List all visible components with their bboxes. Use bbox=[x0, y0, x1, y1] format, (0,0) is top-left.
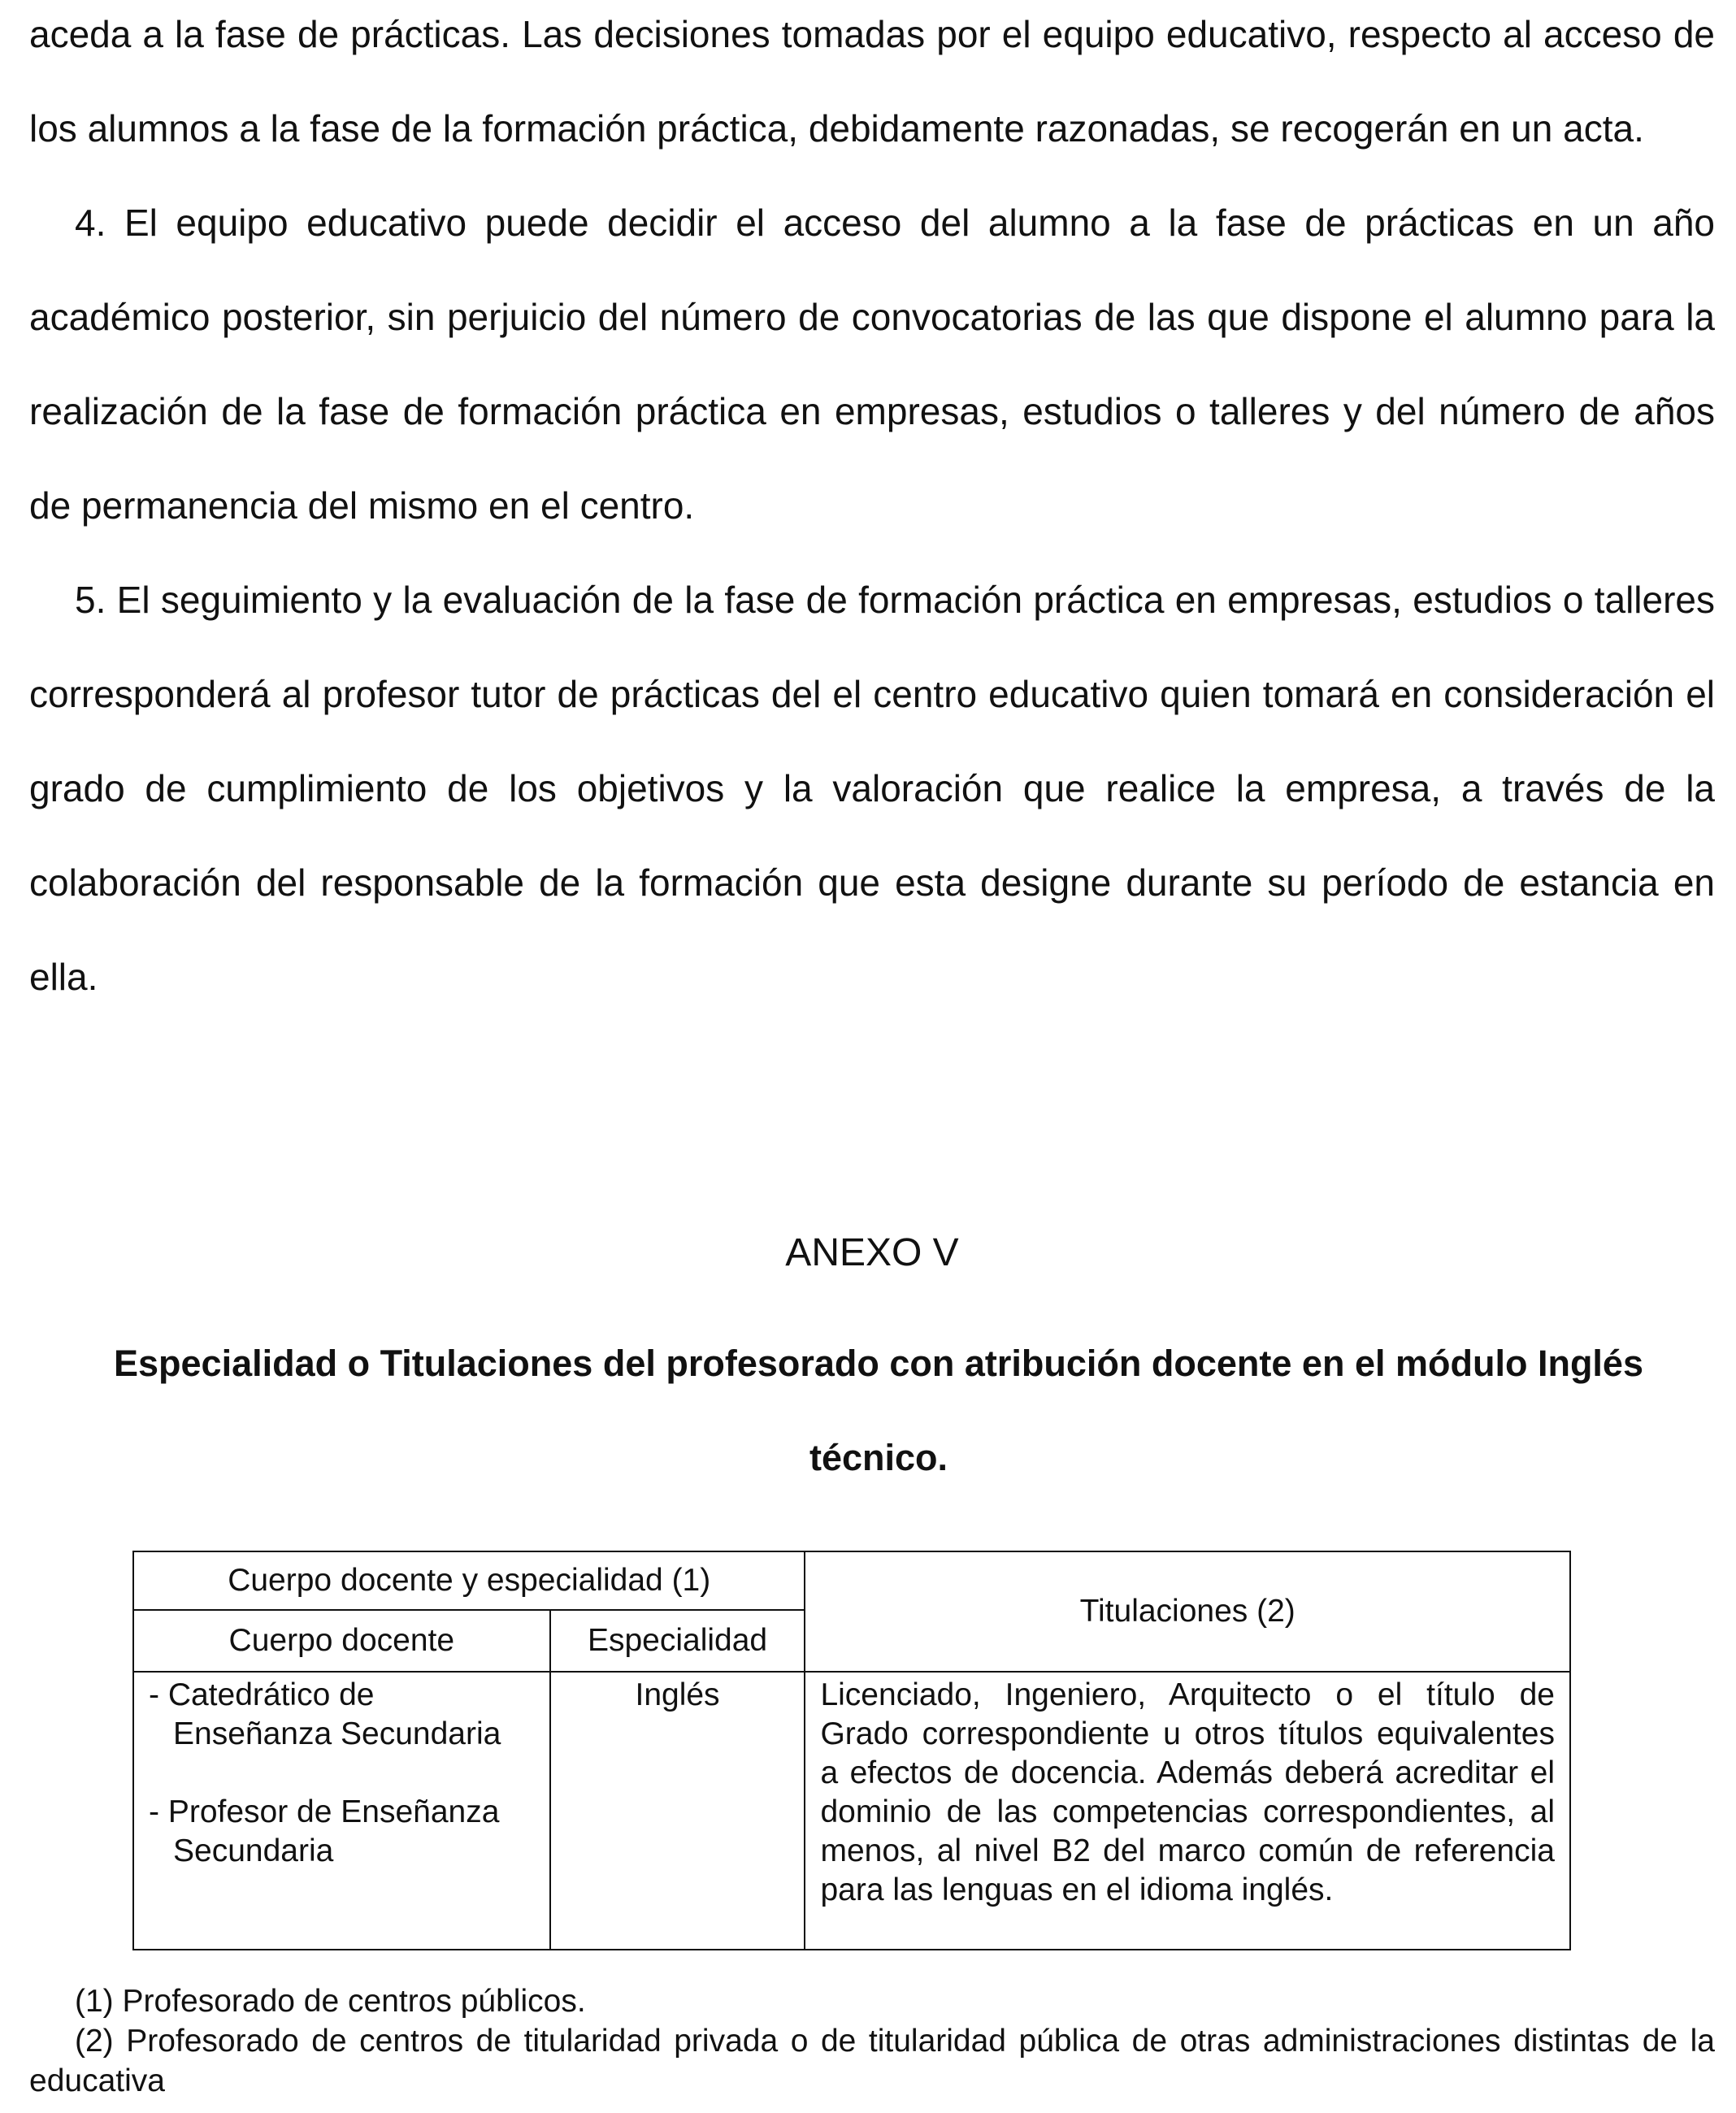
teacher-qualifications-table bbox=[132, 1551, 1571, 1950]
cuerpo-item-profesor: - Profesor de Enseñanza Secundaria bbox=[149, 1794, 500, 1868]
footnote-1: (1) Profesorado de centros públicos. bbox=[75, 1984, 586, 2019]
table-cell-titulaciones: Licenciado, Ingeniero, Arquitecto o el título de Grado correspondiente u otros títulos equivalentes a efectos de docencia. Además deberá acreditar el dominio de las competencias correspondientes, al menos, al nivel B2 del marco común de referencia para las lenguas en el idioma inglés. bbox=[805, 1672, 1570, 1950]
paragraph-continuation: aceda a la fase de prácticas. Las decisiones tomadas por el equipo educativo, respecto al acceso de los alumnos a la fase de la formación práctica, debidamente razonadas, se recogerán en un acta. bbox=[29, 13, 1715, 150]
cuerpo-item-catedratico: - Catedrático de Enseñanza Secundaria bbox=[149, 1677, 501, 1751]
document-page bbox=[29, 0, 1715, 2098]
table-header-especialidad: Especialidad bbox=[550, 1610, 805, 1672]
footnotes bbox=[29, 1981, 1715, 2101]
footnote-2: (2) Profesorado de centros de titularidad privada o de titularidad pública de otras administraciones distintas de la educativa bbox=[29, 2024, 1715, 2098]
table-cell-especialidad: Inglés bbox=[550, 1672, 805, 1950]
table-group-header: Cuerpo docente y especialidad (1) bbox=[133, 1551, 805, 1610]
paragraph-item-5: 5. El seguimiento y la evaluación de la fase de formación práctica en empresas, estudios o talleres corresponderá al profesor tutor de prácticas del el centro educativo quien tomará en consideración el grado de cumplimiento de los objetivos y la valoración que realice la empresa, a través de la colaboración del responsable de la formación que esta designe durante su período de estancia en ella. bbox=[29, 579, 1715, 998]
annex-heading: ANEXO V bbox=[785, 1231, 959, 1274]
table-header-titulaciones: Titulaciones (2) bbox=[805, 1551, 1570, 1672]
table-header-cuerpo: Cuerpo docente bbox=[133, 1610, 550, 1672]
annex-title: Especialidad o Titulaciones del profesorado con atribución docente en el módulo Inglés técnico. bbox=[113, 1343, 1643, 1478]
table-cell-cuerpo bbox=[133, 1672, 550, 1950]
table-row bbox=[133, 1672, 1570, 1950]
paragraph-item-4: 4. El equipo educativo puede decidir el acceso del alumno a la fase de prácticas en un año académico posterior, sin perjuicio del número de convocatorias de las que dispone el alumno para la realización de la fase de formación práctica en empresas, estudios o talleres y del número de años de permanencia del mismo en el centro. bbox=[29, 202, 1715, 527]
